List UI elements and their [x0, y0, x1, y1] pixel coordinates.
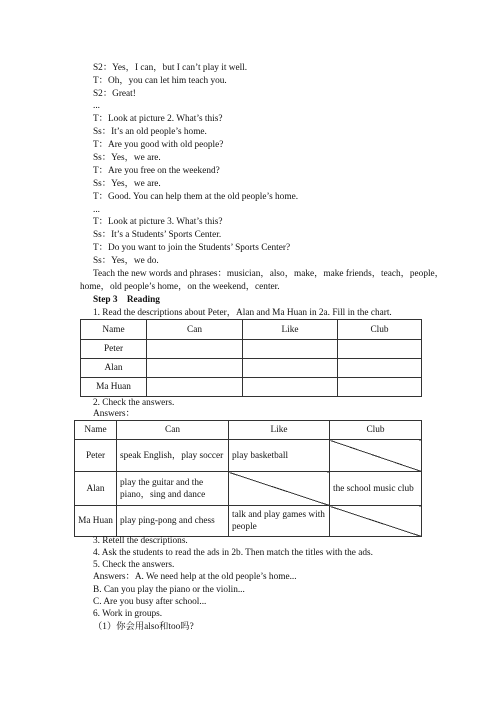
dialogue-line: T：Oh，you can let him teach you. — [93, 76, 227, 86]
step-line: 6. Work in groups. — [93, 609, 163, 619]
empty-cell — [338, 359, 422, 378]
header-cell: Club — [338, 320, 422, 340]
dialogue-line: Ss：It’s an old people’s home. — [93, 127, 207, 137]
table-header-row — [81, 320, 422, 340]
empty-cell — [338, 378, 422, 397]
empty-cell — [243, 378, 338, 397]
question-line: （1）你会用also和too吗? — [93, 622, 194, 632]
empty-cell — [147, 340, 243, 359]
step-heading: Step 3 Reading — [93, 295, 160, 305]
ellipsis-line: ... — [93, 101, 100, 111]
header-cell: Like — [243, 320, 338, 340]
answers-chart — [74, 420, 422, 537]
empty-cell — [243, 359, 338, 378]
dialogue-line: S2：Yes，I can，but I can’t play it well. — [93, 63, 248, 73]
header-cell: Club — [330, 421, 422, 440]
name-cell: Peter — [81, 340, 147, 359]
empty-cell — [243, 340, 338, 359]
club-cell-crossed — [330, 440, 422, 472]
answer-line: C. Are you busy after school... — [93, 597, 207, 607]
answer-line: Answers：A. We need help at the old people’s home... — [93, 572, 297, 582]
step-line: 5. Check the answers. — [93, 560, 175, 570]
can-cell: play ping-pong and chess — [117, 506, 229, 537]
dialogue-line: Ss：Yes，we are. — [93, 179, 161, 189]
header-cell: Name — [81, 320, 147, 340]
header-cell: Can — [147, 320, 243, 340]
header-cell: Can — [117, 421, 229, 440]
name-cell: Ma Huan — [75, 506, 117, 537]
club-cell: the school music club — [330, 472, 422, 506]
name-cell: Alan — [81, 359, 147, 378]
table-row — [81, 378, 422, 397]
name-cell: Ma Huan — [81, 378, 147, 397]
check-answers-line: 2. Check the answers. — [93, 398, 175, 408]
fill-in-chart — [80, 319, 422, 397]
can-cell: play the guitar and the piano，sing and dance — [117, 472, 229, 506]
table-row — [81, 340, 422, 359]
dialogue-line: Ss：Yes，we do. — [93, 256, 159, 266]
can-cell: speak English，play soccer — [117, 440, 229, 472]
teach-paragraph-line: Teach the new words and phrases：musician，also，make，make friends，teach，people， — [93, 269, 444, 279]
table-row — [75, 440, 422, 472]
ellipsis-line: ... — [93, 205, 100, 215]
answer-line: B. Can you play the piano or the violin... — [93, 585, 245, 595]
like-cell: talk and play games with people — [229, 506, 330, 537]
table-header-row — [75, 421, 422, 440]
dialogue-line: T：Are you free on the weekend? — [93, 166, 220, 176]
step-line: 4. Ask the students to read the ads in 2b. Then match the titles with the ads. — [93, 548, 373, 558]
teach-paragraph-line: home，old people’s home，on the weekend，center. — [80, 282, 280, 292]
empty-cell — [147, 359, 243, 378]
dialogue-line: T：Are you good with old people? — [93, 140, 224, 150]
empty-cell — [147, 378, 243, 397]
like-cell-crossed — [229, 472, 330, 506]
dialogue-line: T：Look at picture 3. What’s this? — [93, 217, 223, 227]
answers-label: Answers： — [93, 409, 135, 419]
dialogue-line: T：Do you want to join the Students’ Sports Center? — [93, 243, 291, 253]
instruction-line: 1. Read the descriptions about Peter，Alan and Ma Huan in 2a. Fill in the chart. — [93, 308, 392, 318]
dialogue-line: T：Good. You can help them at the old people’s home. — [93, 192, 299, 202]
dialogue-line: Ss：It’s a Students’ Sports Center. — [93, 230, 222, 240]
header-cell: Like — [229, 421, 330, 440]
table-row — [81, 359, 422, 378]
table-row — [75, 506, 422, 537]
empty-cell — [338, 340, 422, 359]
table-row — [75, 472, 422, 506]
name-cell: Peter — [75, 440, 117, 472]
step-line: 3. Retell the descriptions. — [93, 536, 188, 546]
dialogue-line: Ss：Yes，we are. — [93, 153, 161, 163]
club-cell-crossed — [330, 506, 422, 537]
dialogue-line: T：Look at picture 2. What’s this? — [93, 114, 223, 124]
dialogue-line: S2：Great! — [93, 89, 136, 99]
header-cell: Name — [75, 421, 117, 440]
like-cell: play basketball — [229, 440, 330, 472]
name-cell: Alan — [75, 472, 117, 506]
